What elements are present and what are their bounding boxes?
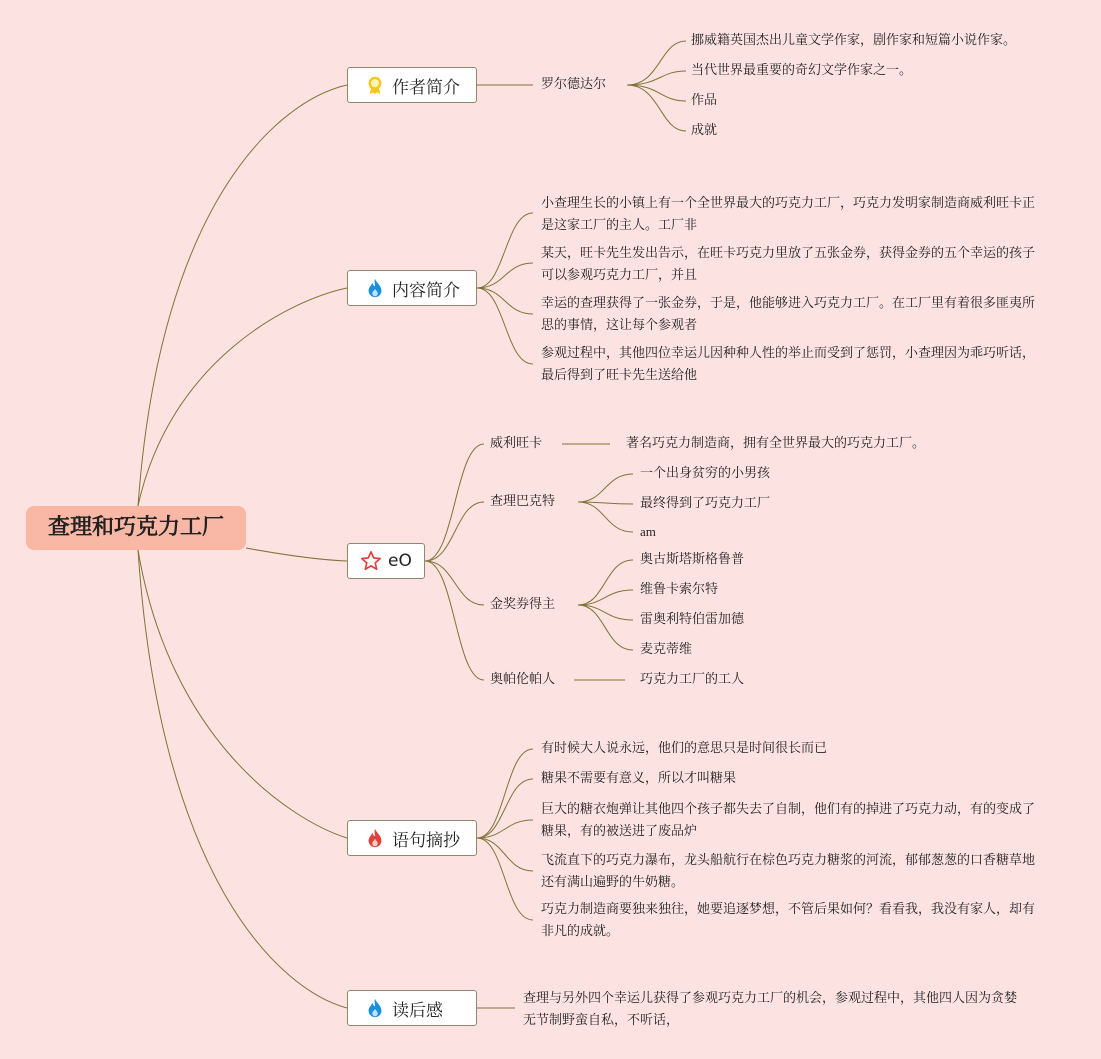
character-name[interactable]: 查理巴克特 (490, 494, 556, 509)
flame-icon (364, 827, 386, 849)
content-item[interactable]: 参观过程中，其他四位幸运儿因种种人性的举止而受到了惩罚，小查理因为乖巧听话，最后得到了旺卡先生送给他 (541, 346, 1036, 383)
content-item[interactable]: 小查理生长的小镇上有一个全世界最大的巧克力工厂，巧克力发明家制造商威利旺卡正是这家工厂的主人。工厂非 (541, 196, 1036, 233)
topic-author-intro[interactable] (347, 67, 477, 103)
medal-icon (364, 74, 386, 96)
quote-item[interactable]: 有时候大人说永远，他们的意思只是时间很长而已 (541, 741, 828, 756)
character-detail[interactable]: 著名巧克力制造商，拥有全世界最大的巧克力工厂。 (626, 436, 926, 451)
character-name[interactable]: 威利旺卡 (490, 436, 543, 451)
author-fact[interactable]: 当代世界最重要的奇幻文学作家之一。 (691, 63, 913, 78)
star-icon (360, 550, 382, 572)
character-detail[interactable]: 一个出身贫穷的小男孩 (640, 466, 771, 481)
topic-label: 内容简介 (392, 280, 460, 301)
quote-item[interactable]: 飞流直下的巧克力瀑布，龙头船航行在棕色巧克力糖浆的河流，郁郁葱葱的口香糖草地还有满山遍野的牛奶糖。 (541, 853, 1036, 890)
character-detail[interactable]: am (640, 524, 656, 539)
character-name[interactable]: 奥帕伦帕人 (490, 672, 556, 687)
author-name[interactable]: 罗尔德达尔 (541, 77, 607, 92)
character-detail[interactable]: 维鲁卡索尔特 (640, 582, 719, 597)
quote-item[interactable]: 巧克力制造商要独来独往，她要追逐梦想，不管后果如何？看看我，我没有家人，却有非凡的成就。 (541, 902, 1036, 939)
author-fact[interactable]: 挪威籍英国杰出儿童文学作家，剧作家和短篇小说作家。 (691, 33, 1017, 48)
character-name[interactable]: 金奖券得主 (490, 597, 556, 612)
character-detail[interactable]: 巧克力工厂的工人 (640, 672, 745, 687)
topic-label: 读后感 (392, 1000, 443, 1021)
flame-icon (364, 277, 386, 299)
quote-item[interactable]: 巨大的糖衣炮弹让其他四个孩子都失去了自制，他们有的掉进了巧克力动，有的变成了糖果，有的被送进了废品炉 (541, 802, 1036, 839)
topic-quotes[interactable] (347, 820, 477, 856)
reflection-item[interactable]: 查理与另外四个幸运儿获得了参观巧克力工厂的机会，参观过程中，其他四人因为贪婪无节制野蛮自私，不听话， (523, 991, 1018, 1028)
topic-characters[interactable] (347, 543, 425, 579)
character-detail[interactable]: 最终得到了巧克力工厂 (640, 496, 771, 511)
topic-content-intro[interactable] (347, 270, 477, 306)
topic-label: eO (388, 551, 412, 571)
topic-reflection[interactable] (347, 990, 477, 1026)
author-fact[interactable]: 作品 (691, 93, 718, 108)
topic-label: 作者简介 (392, 77, 460, 98)
flame-icon (364, 997, 386, 1019)
content-item[interactable]: 某天，旺卡先生发出告示，在旺卡巧克力里放了五张金券，获得金券的五个幸运的孩子可以参观巧克力工厂，并且 (541, 246, 1036, 283)
character-detail[interactable]: 麦克蒂维 (640, 642, 693, 657)
content-item[interactable]: 幸运的查理获得了一张金券，于是，他能够进入巧克力工厂。在工厂里有着很多匪夷所思的事情，这让每个参观者 (541, 296, 1036, 333)
topic-label: 语句摘抄 (392, 830, 460, 851)
character-detail[interactable]: 雷奥利特伯雷加德 (640, 612, 745, 627)
quote-item[interactable]: 糖果不需要有意义，所以才叫糖果 (541, 771, 737, 786)
author-fact[interactable]: 成就 (691, 123, 718, 138)
root-topic[interactable]: 查理和巧克力工厂 (26, 506, 246, 550)
character-detail[interactable]: 奥古斯塔斯格鲁普 (640, 552, 745, 567)
